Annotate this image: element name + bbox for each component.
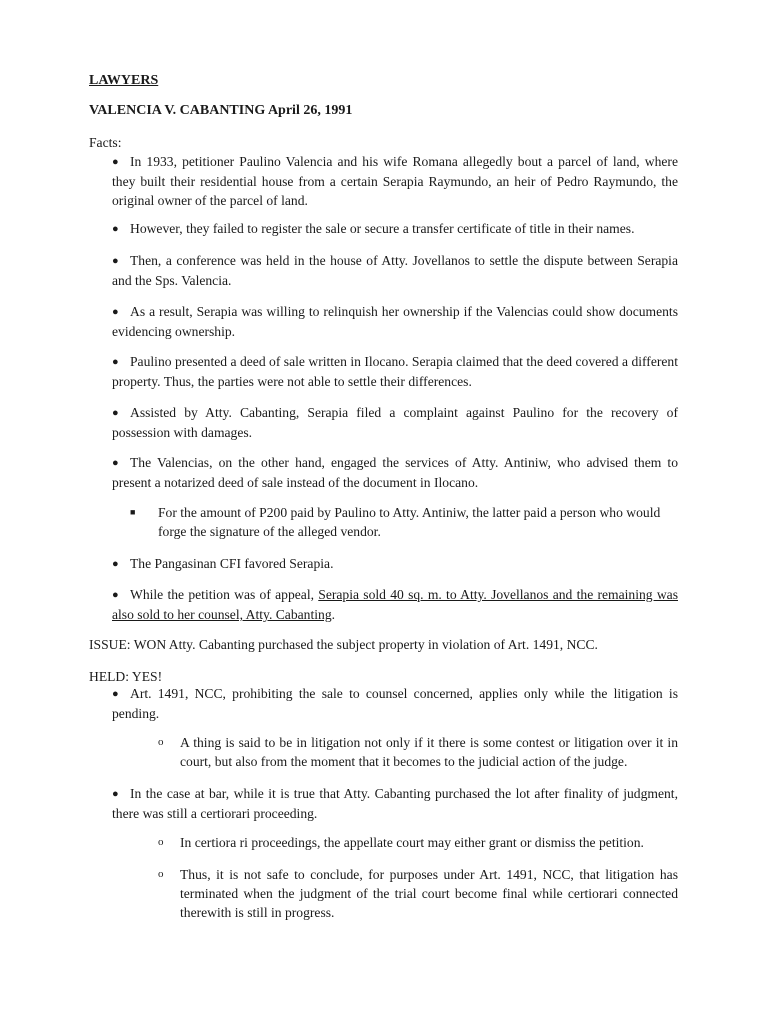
circle-marker: o — [158, 868, 164, 880]
document-heading: LAWYERS — [89, 73, 159, 88]
bullet-marker: ● — [112, 558, 119, 570]
held-subitem: o Thus, it is not safe to conclude, for purposes under Art. 1491, NCC, that litigation has terminated when the judgment of the trial court become final while certiorari connected therewith is still in progress. — [158, 867, 678, 920]
underlined-text: Serapia sold 40 sq. m. to Atty. Jovellanos and the remaining was also sold to her counsel, Atty. Cabanting — [112, 587, 678, 622]
held-label: HELD: YES! — [89, 669, 163, 684]
fact-item: ● However, they failed to register the sale or secure a transfer certificate of title in their names. — [112, 219, 678, 239]
bullet-marker: ● — [112, 223, 119, 235]
case-title: VALENCIA V. CABANTING April 26, 1991 — [89, 103, 353, 118]
bullet-marker: ● — [112, 589, 119, 601]
held-subitem: o A thing is said to be in litigation not only if it there is some contest or litigation over it in court, but also from the moment that it becomes to the judicial action of the judge. — [158, 735, 678, 769]
bullet-marker: ● — [112, 688, 119, 700]
bullet-marker: ● — [112, 306, 119, 318]
bullet-marker: ● — [112, 156, 119, 168]
square-marker: ■ — [130, 507, 136, 517]
fact-item: ● As a result, Serapia was willing to relinquish her ownership if the Valencias could show documents evidencing ownership. — [112, 304, 678, 339]
circle-marker: o — [158, 836, 164, 848]
circle-marker: o — [158, 736, 164, 748]
fact-subitem: ■ For the amount of P200 paid by Paulino to Atty. Antiniw, the latter paid a person who would forge the signature of the alleged vendor. — [130, 505, 661, 539]
bullet-marker: ● — [112, 407, 119, 419]
bullet-marker: ● — [112, 788, 119, 800]
fact-item: ● Then, a conference was held in the house of Atty. Jovellanos to settle the dispute between Serapia and the Sps. Valencia. — [112, 253, 678, 288]
fact-item: ● While the petition was of appeal, Serapia sold 40 sq. m. to Atty. Jovellanos and the remaining was also sold to her counsel, Atty. Cabanting. — [112, 587, 678, 622]
bullet-marker: ● — [112, 457, 119, 469]
held-item: ● Art. 1491, NCC, prohibiting the sale to counsel concerned, applies only while the litigation is pending. — [112, 686, 678, 721]
facts-label: Facts: — [89, 135, 122, 150]
fact-item: ● The Valencias, on the other hand, engaged the services of Atty. Antiniw, who advised them to present a notarized deed of sale instead of the document in Ilocano. — [112, 455, 678, 490]
bullet-marker: ● — [112, 255, 119, 267]
fact-item: ● In 1933, petitioner Paulino Valencia and his wife Romana allegedly bout a parcel of land, where they built their residential house from a certain Serapia Raymundo, an heir of Pedro Raymundo, the original owner of the parcel of land. — [112, 154, 678, 208]
held-subitem: o In certiora ri proceedings, the appellate court may either grant or dismiss the petition. — [158, 835, 644, 850]
bullet-marker: ● — [112, 356, 119, 368]
issue-statement: ISSUE: WON Atty. Cabanting purchased the subject property in violation of Art. 1491, NCC. — [89, 637, 598, 652]
held-item: ● In the case at bar, while it is true that Atty. Cabanting purchased the lot after finality of judgment, there was still a certiorari proceeding. — [112, 786, 678, 821]
fact-item: ● Assisted by Atty. Cabanting, Serapia filed a complaint against Paulino for the recovery of possession with damages. — [112, 405, 678, 440]
fact-item: ● Paulino presented a deed of sale written in Ilocano. Serapia claimed that the deed covered a different property. Thus, the parties were not able to settle their differences. — [112, 354, 678, 389]
fact-item: ● The Pangasinan CFI favored Serapia. — [112, 554, 678, 574]
